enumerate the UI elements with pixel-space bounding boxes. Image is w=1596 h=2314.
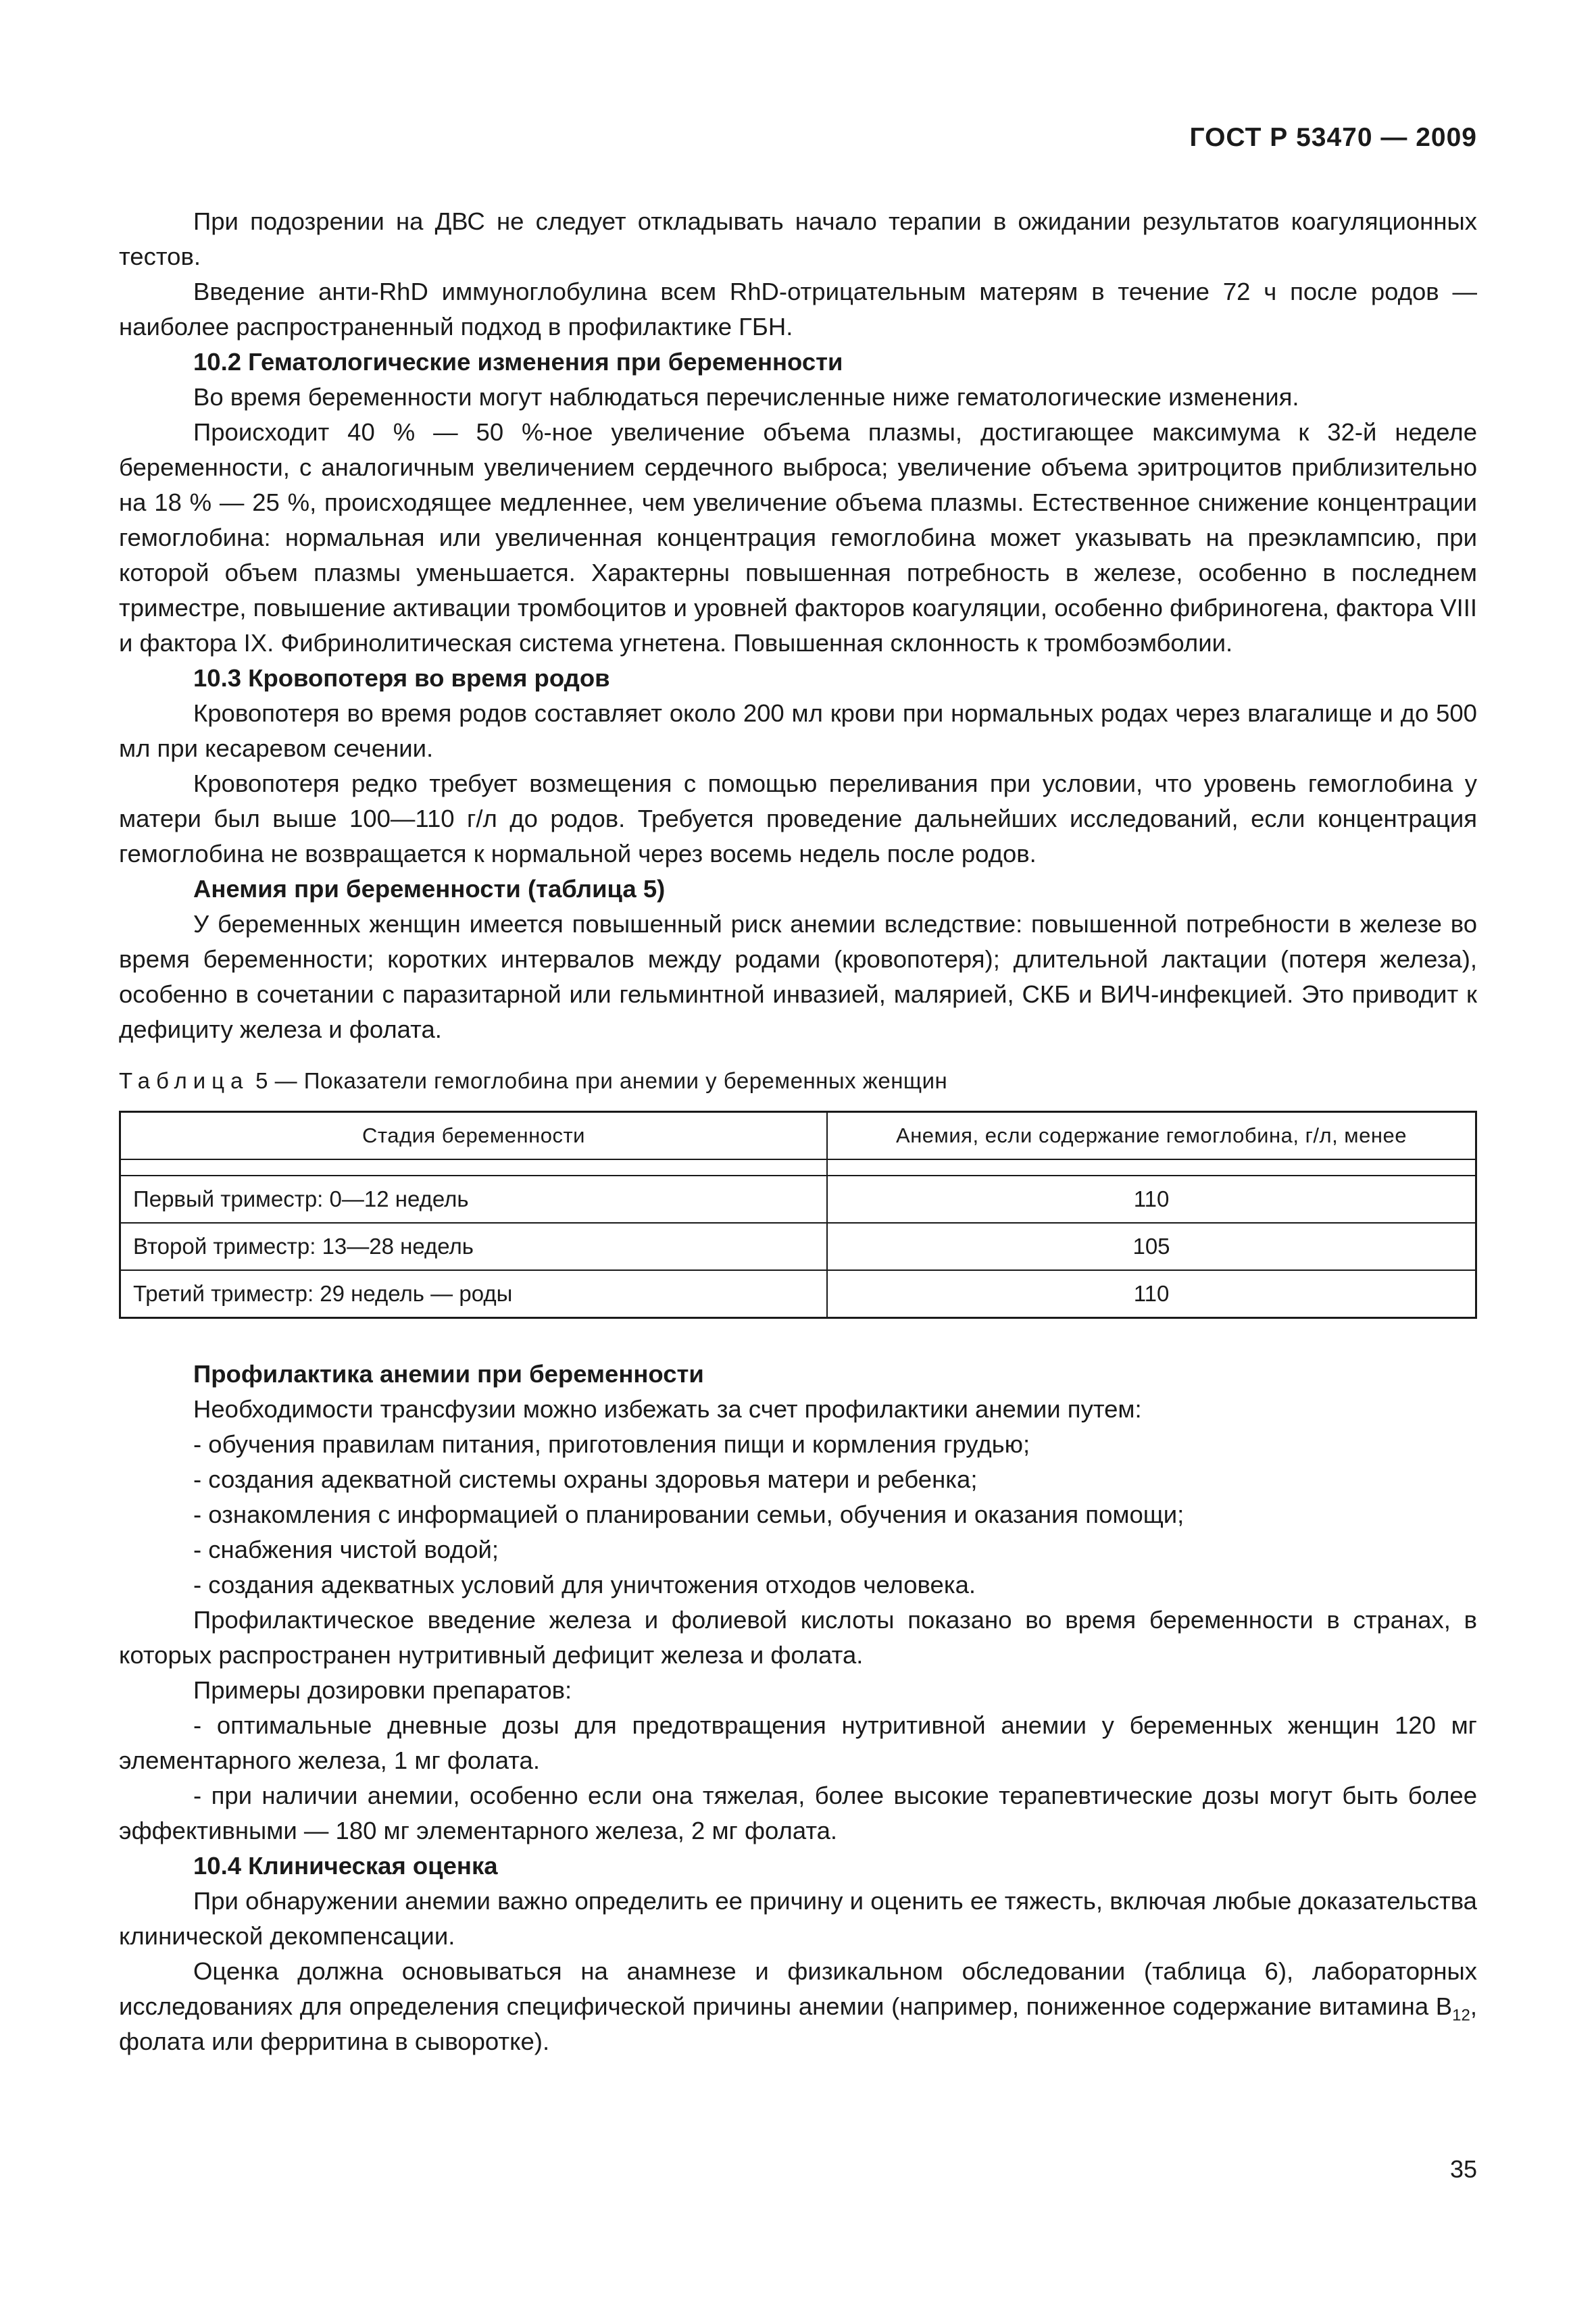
table-caption [119, 1063, 1477, 1099]
paragraph: При обнаружении анемии важно определить ее причину и оценить ее тяжесть, включая любые доказательства клинической декомпенсации. [119, 1887, 1477, 1950]
subscript: 12 [1452, 2006, 1470, 2025]
list-item: - снабжения чистой водой; [193, 1536, 499, 1563]
paragraph: Кровопотеря редко требует возмещения с помощью переливания при условии, что уровень гемоглобина у матери был выше 100—110 г/л до родов. Требуется проведение дальнейших исследований, если концентрация гемоглобина не возвращается к нормальной через восемь недель после родов. [119, 770, 1477, 867]
list-item: - ознакомления с информацией о планировании семьи, обучения и оказания помощи; [193, 1501, 1184, 1528]
section-heading: 10.2 Гематологические изменения при беременности [193, 348, 843, 376]
table-cell-stage: Первый триместр: 0—12 недель [120, 1176, 828, 1223]
table-spacer-row [120, 1159, 1476, 1176]
document-header: ГОСТ Р 53470 — 2009 [1189, 123, 1477, 152]
table-row [120, 1270, 1476, 1318]
hemoglobin-table [119, 1111, 1477, 1319]
table-caption-text: 5 — Показатели гемоглобина при анемии у беременных женщин [255, 1068, 948, 1093]
list-item: - при наличии анемии, особенно если она тяжелая, более высокие терапевтические дозы могут быть более эффективными — 180 мг элементарного железа, 2 мг фолата. [119, 1782, 1477, 1844]
paragraph: Профилактическое введение железа и фолиевой кислоты показано во время беременности в странах, в которых распространен нутритивный дефицит железа и фолата. [119, 1606, 1477, 1669]
table-header-row [120, 1112, 1476, 1160]
paragraph: Необходимости трансфузии можно избежать за счет профилактики анемии путем: [193, 1395, 1142, 1423]
paragraph: У беременных женщин имеется повышенный риск анемии вследствие: повышенной потребности в железе во время беременности; коротких интервалов между родами (кровопотеря); длительной лактации (потеря железа), особенно в сочетании с паразитарной или гельминтной инвазией, малярией, СКБ и ВИЧ-инфекцией. Это приводит к дефициту железа и фолата. [119, 910, 1477, 1043]
table-row [120, 1223, 1476, 1270]
section-heading: Профилактика анемии при беременности [193, 1360, 704, 1388]
paragraph: Во время беременности могут наблюдаться перечисленные ниже гематологические изменения. [193, 383, 1299, 411]
column-header-stage: Стадия беременности [120, 1112, 828, 1160]
section-heading: 10.3 Кровопотеря во время родов [193, 664, 610, 692]
column-header-hemoglobin: Анемия, если содержание гемоглобина, г/л, менее [827, 1112, 1476, 1160]
paragraph: Примеры дозировки препаратов: [193, 1676, 572, 1704]
table-cell-value: 110 [827, 1176, 1476, 1223]
table-cell-value: 105 [827, 1223, 1476, 1270]
paragraph-text: , фолата или ферритина в сыворотке). [119, 1992, 1477, 2055]
page-number: 35 [1449, 2155, 1477, 2183]
paragraph: Введение анти-RhD иммуноглобулина всем RhD-отрицательным матерям в течение 72 ч после родов — наиболее распространенный подход в профилактике ГБН. [119, 278, 1477, 341]
paragraph: Кровопотеря во время родов составляет около 200 мл крови при нормальных родах через влагалище и до 500 мл при кесаревом сечении. [119, 699, 1477, 762]
paragraph: При подозрении на ДВС не следует откладывать начало терапии в ожидании результатов коагуляционных тестов. [119, 207, 1477, 270]
list-item: - оптимальные дневные дозы для предотвращения нутритивной анемии у беременных женщин 120 мг элементарного железа, 1 мг фолата. [119, 1711, 1477, 1774]
paragraph-text: Оценка должна основываться на анамнезе и физикальном обследовании (таблица 6), лабораторных исследованиях для определения специфической причины анемии (например, пониженное содержание витамина B [119, 1957, 1477, 2020]
paragraph: Происходит 40 % — 50 %-ное увеличение объема плазмы, достигающее максимума к 32-й неделе беременности, с аналогичным увеличением сердечного выброса; увеличение объема эритроцитов приблизительно на 18 % — 25 %, происходящее медленнее, чем увеличение объема плазмы. Естественное снижение концентрации гемоглобина: нормальная или увеличенная концентрация гемоглобина может указывать на преэклампсию, при которой объем плазмы уменьшается. Характерны повышенная потребность в железе, особенно в последнем триместре, повышение активации тромбоцитов и уровней факторов коагуляции, особенно фибриногена, фактора VIII и фактора IX. Фибринолитическая система угнетена. Повышенная склонность к тромбоэмболии. [119, 418, 1477, 657]
section-heading: 10.4 Клиническая оценка [193, 1852, 498, 1880]
paragraph [119, 1954, 1477, 2059]
document-body [119, 204, 1477, 2059]
table-row [120, 1176, 1476, 1223]
table-cell-stage: Второй триместр: 13—28 недель [120, 1223, 828, 1270]
list-item: - создания адекватных условий для уничтожения отходов человека. [193, 1571, 976, 1599]
table-cell-stage: Третий триместр: 29 недель — роды [120, 1270, 828, 1318]
table-cell-value: 110 [827, 1270, 1476, 1318]
section-heading: Анемия при беременности (таблица 5) [193, 875, 666, 903]
list-item: - создания адекватной системы охраны здоровья матери и ребенка; [193, 1465, 978, 1493]
list-item: - обучения правилам питания, приготовления пищи и кормления грудью; [193, 1430, 1030, 1458]
table-caption-label: Таблица [119, 1068, 249, 1093]
